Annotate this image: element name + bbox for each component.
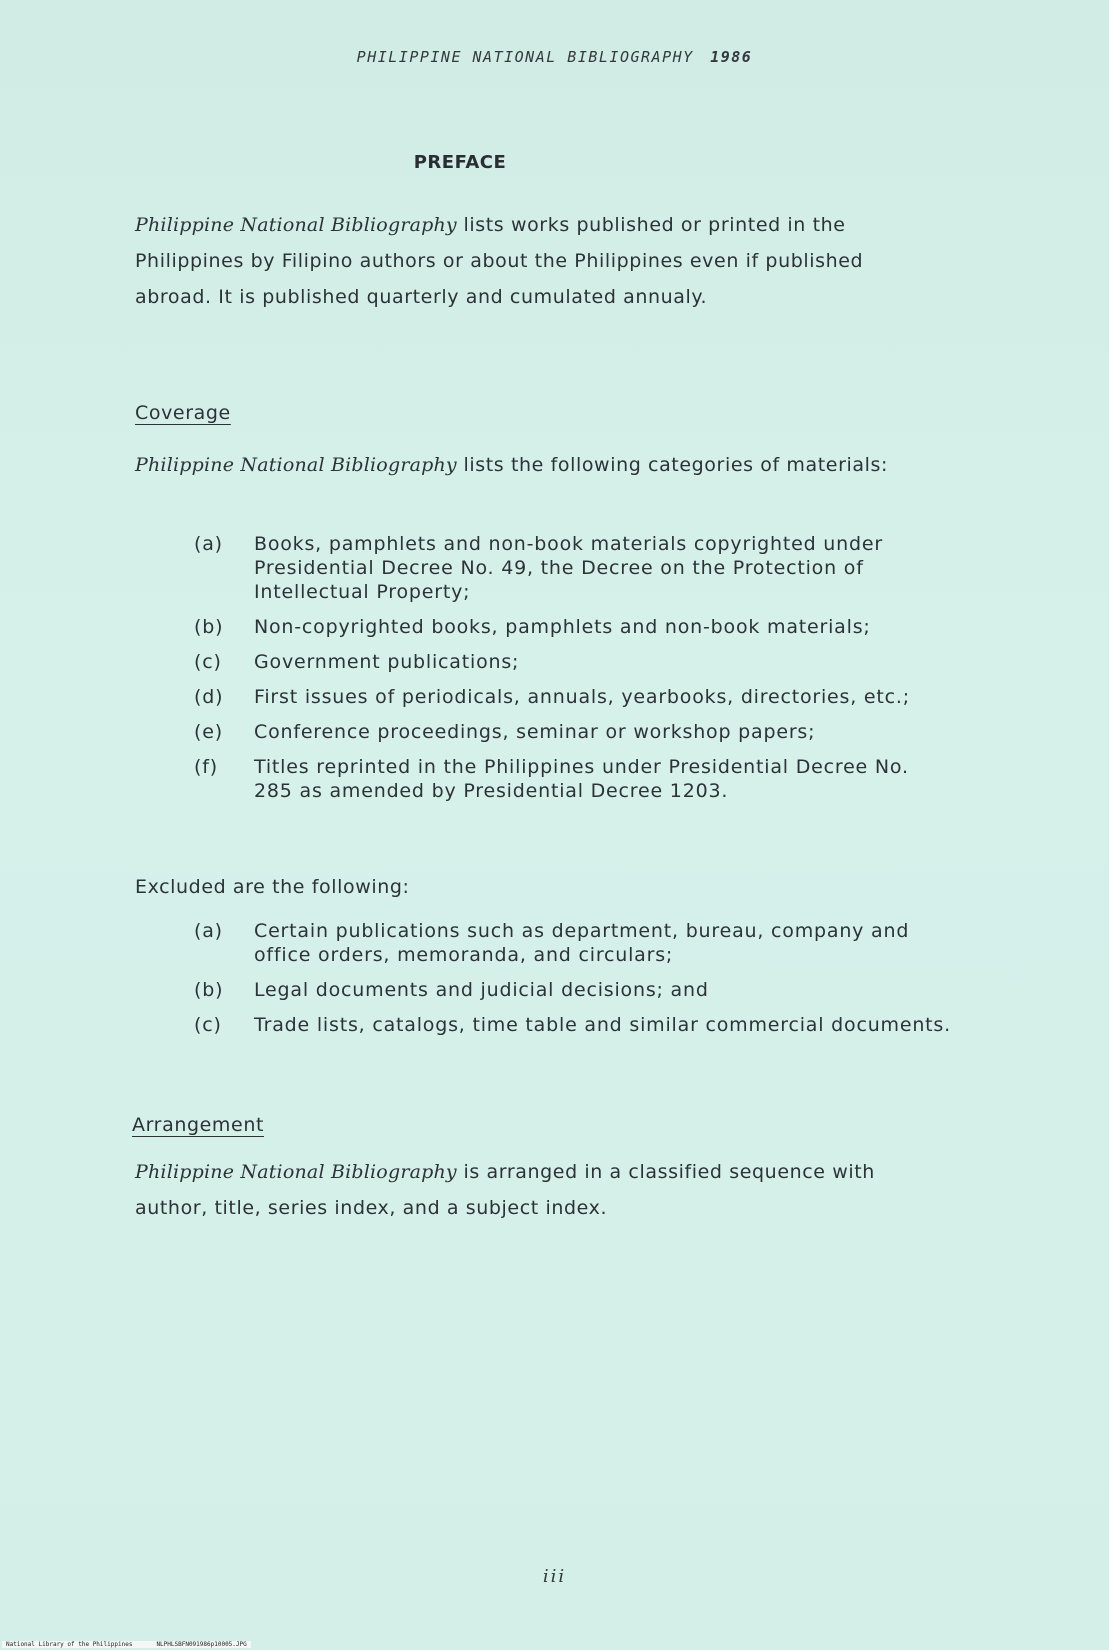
page-title: PREFACE xyxy=(413,152,507,173)
scan-credit-library: National Library of the Philippines xyxy=(6,1641,133,1648)
list-item-text: Non-copyrighted books, pamphlets and non-book materials; xyxy=(254,616,871,638)
running-head-title: PHILIPPINE NATIONAL BIBLIOGRAPHY xyxy=(356,48,694,66)
intro-paragraph xyxy=(135,207,935,315)
list-item-label: (c) xyxy=(194,651,222,673)
coverage-title-italic: Philippine National Bibliography xyxy=(135,454,457,476)
scan-credit-file: NLPHLSBFN091986p10005.JPG xyxy=(156,1641,247,1648)
intro-title-italic: Philippine National Bibliography xyxy=(135,214,457,236)
coverage-text: lists the following categories of materials: xyxy=(456,454,889,476)
coverage-list xyxy=(194,532,954,814)
excluded-list xyxy=(194,919,954,1048)
arrangement-heading: Arrangement xyxy=(132,1114,265,1136)
page-number: iii xyxy=(542,1566,567,1587)
arrangement-paragraph xyxy=(135,1154,935,1226)
list-item-label: (b) xyxy=(194,979,224,1001)
list-item-text: Government publications; xyxy=(254,651,520,673)
running-head xyxy=(0,48,1109,66)
list-item xyxy=(194,720,954,744)
list-item xyxy=(194,755,954,803)
list-item-text: Conference proceedings, seminar or workshop papers; xyxy=(254,721,816,743)
list-item-text: Legal documents and judicial decisions; and xyxy=(254,979,709,1001)
list-item-label: (a) xyxy=(194,533,223,555)
list-item xyxy=(194,685,954,709)
list-item xyxy=(194,978,954,1002)
list-item xyxy=(194,615,954,639)
list-item-label: (f) xyxy=(194,756,218,778)
list-item xyxy=(194,1013,954,1037)
excluded-intro: Excluded are the following: xyxy=(135,876,410,898)
list-item-label: (e) xyxy=(194,721,223,743)
list-item-text: Books, pamphlets and non-book materials copyrighted under Presidential Decree No. 49, the Decree on the Protection of Intellectual Property; xyxy=(254,533,883,603)
coverage-heading: Coverage xyxy=(135,402,231,424)
arrangement-text: is arranged in a classified sequence with author, title, series index, and a subject index. xyxy=(135,1161,875,1219)
list-item-text: Trade lists, catalogs, time table and similar commercial documents. xyxy=(254,1014,951,1036)
running-head-year: 1986 xyxy=(710,48,753,66)
list-item-label: (c) xyxy=(194,1014,222,1036)
list-item-label: (d) xyxy=(194,686,224,708)
list-item-text: Titles reprinted in the Philippines under Presidential Decree No. 285 as amended by Presidential Decree 1203. xyxy=(254,756,909,802)
coverage-paragraph xyxy=(135,447,935,483)
list-item-text: First issues of periodicals, annuals, yearbooks, directories, etc.; xyxy=(254,686,910,708)
scan-credit xyxy=(2,1641,251,1648)
list-item-label: (b) xyxy=(194,616,224,638)
list-item-label: (a) xyxy=(194,920,223,942)
list-item-text: Certain publications such as department, bureau, company and office orders, memoranda, and circulars; xyxy=(254,920,910,966)
list-item xyxy=(194,650,954,674)
intro-text: lists works published or printed in the Philippines by Filipino authors or about the Philippines even if published abroad. It is published quarterly and cumulated annualy. xyxy=(135,214,864,308)
list-item xyxy=(194,532,954,604)
list-item xyxy=(194,919,954,967)
arrangement-title-italic: Philippine National Bibliography xyxy=(135,1161,457,1183)
